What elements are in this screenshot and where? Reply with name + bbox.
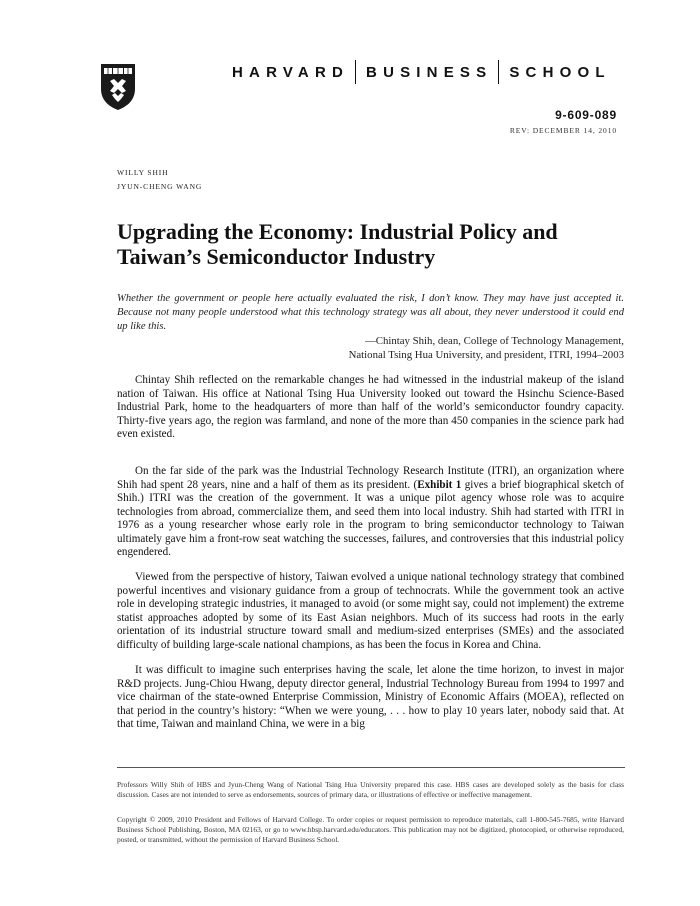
- epigraph-quote: Whether the government or people here actually evaluated the risk, I don’t know. They may have just accepted it. Because not many people understood what this technology strategy was all about, they never understood it could end up like this.: [117, 293, 624, 333]
- wordmark-divider: [498, 60, 499, 84]
- title-line: Taiwan’s Semiconductor Industry: [117, 244, 436, 269]
- author-name: JYUN-CHENG WANG: [117, 182, 203, 191]
- revision-date: REV: DECEMBER 14, 2010: [509, 126, 617, 135]
- body-paragraph: [117, 465, 624, 560]
- harvard-veritas-shield-icon: [100, 63, 136, 111]
- copyright-notice: Copyright © 2009, 2010 President and Fellows of Harvard College. To order copies or request permission to reproduce materials, call 1-800-545-7685, write Harvard Business School Publishing, Boston, MA 02163, or go to www.hbsp.harvard.edu/educators. This publication may not be digitized, photocopied, or otherwise reproduced, posted, or transmitted, without the permission of Harvard Business School.: [117, 815, 624, 844]
- school-wordmark: [232, 60, 611, 84]
- epigraph-attribution: [349, 334, 624, 362]
- attribution-line: —Chintay Shih, dean, College of Technology Management,: [364, 335, 624, 347]
- case-title: [117, 219, 617, 269]
- author-list: [117, 166, 202, 194]
- attribution-line: National Tsing Hua University, and president, ITRI, 1994–2003: [348, 349, 624, 362]
- wordmark-harvard: HARVARD: [232, 63, 350, 81]
- wordmark-business: BUSINESS: [366, 63, 493, 81]
- case-disclaimer: Professors Willy Shih of HBS and Jyun-Cheng Wang of National Tsing Hua University prepared this case. HBS cases are developed solely as the basis for class discussion. Cases are not intended to serve as endorsements, sources of primary data, or illustrations of effective or ineffective management.: [117, 780, 624, 799]
- body-paragraph: [117, 664, 624, 732]
- title-line: Upgrading the Economy: Industrial Policy and: [117, 219, 558, 244]
- paragraph-text: Viewed from the perspective of history, Taiwan evolved a unique national technology strategy that combined powerful incentives and visionary guidance from a group of technocrats. While the government took an active role in developing strategic industries, it managed to avoid (or some might say, could not implement) the extreme statist approaches adopted by some of its East Asian neighbors. Much of its success had roots in the early orientation of its industrial structure toward small and medium-sized enterprises (SMEs) and the associated difficulty of building large-scale national champions, as has been the focus in Korea and China.: [117, 571, 624, 651]
- author-name: WILLY SHIH: [117, 168, 169, 177]
- exhibit-reference: Exhibit 1: [417, 478, 462, 491]
- paragraph-text: It was difficult to imagine such enterprises having the scale, let alone the time horizon, to invest in major R&D projects. Jung-Chiou Hwang, deputy director general, Industrial Technology Bureau from 1994 to 1997 and vice chairman of the state-owned Enterprise Commission, Ministry of Economic Affairs (MOEA), reflected on that period in the country’s history: “When we were young, . . . how to play 10 years later, nobody said that. At that time, Taiwan and mainland China, we were in a big: [117, 664, 624, 731]
- wordmark-divider: [355, 60, 356, 84]
- footnote-divider: [117, 767, 625, 768]
- paragraph-text: gives a brief biographical sketch of Shih.) ITRI was the creation of the government. It was a unique pilot agency whose role was to acquire technologies from abroad, commercialize them, and seed them into local industry. Shih had started with ITRI in 1976 as a young researcher whose early role in the program to bring semiconductor technology to Taiwan ultimately gave him a front-row seat watching the successes, failures, and controversies that this industrial policy engendered.: [117, 478, 624, 559]
- paragraph-text: Chintay Shih reflected on the remarkable changes he had witnessed in the industrial makeup of the island nation of Taiwan. His office at National Tsing Hua University looked out toward the Hsinchu Science-Based Industrial Park, home to the headquarters of more than half of the world’s semiconductor foundry capacity. Thirty-five years ago, the region was farmland, and none of the more than 450 companies in the science park had even existed.: [117, 374, 624, 441]
- wordmark-school: SCHOOL: [509, 63, 611, 81]
- body-paragraph: [117, 571, 624, 652]
- body-paragraph: [117, 374, 624, 442]
- case-number: 9-609-089: [555, 108, 617, 122]
- paragraph-text: On the far side of the park was the Industrial Technology Research Institute (ITRI), an organization where Shih had spent 28 years, nine and a half of them as its president. (: [117, 465, 624, 491]
